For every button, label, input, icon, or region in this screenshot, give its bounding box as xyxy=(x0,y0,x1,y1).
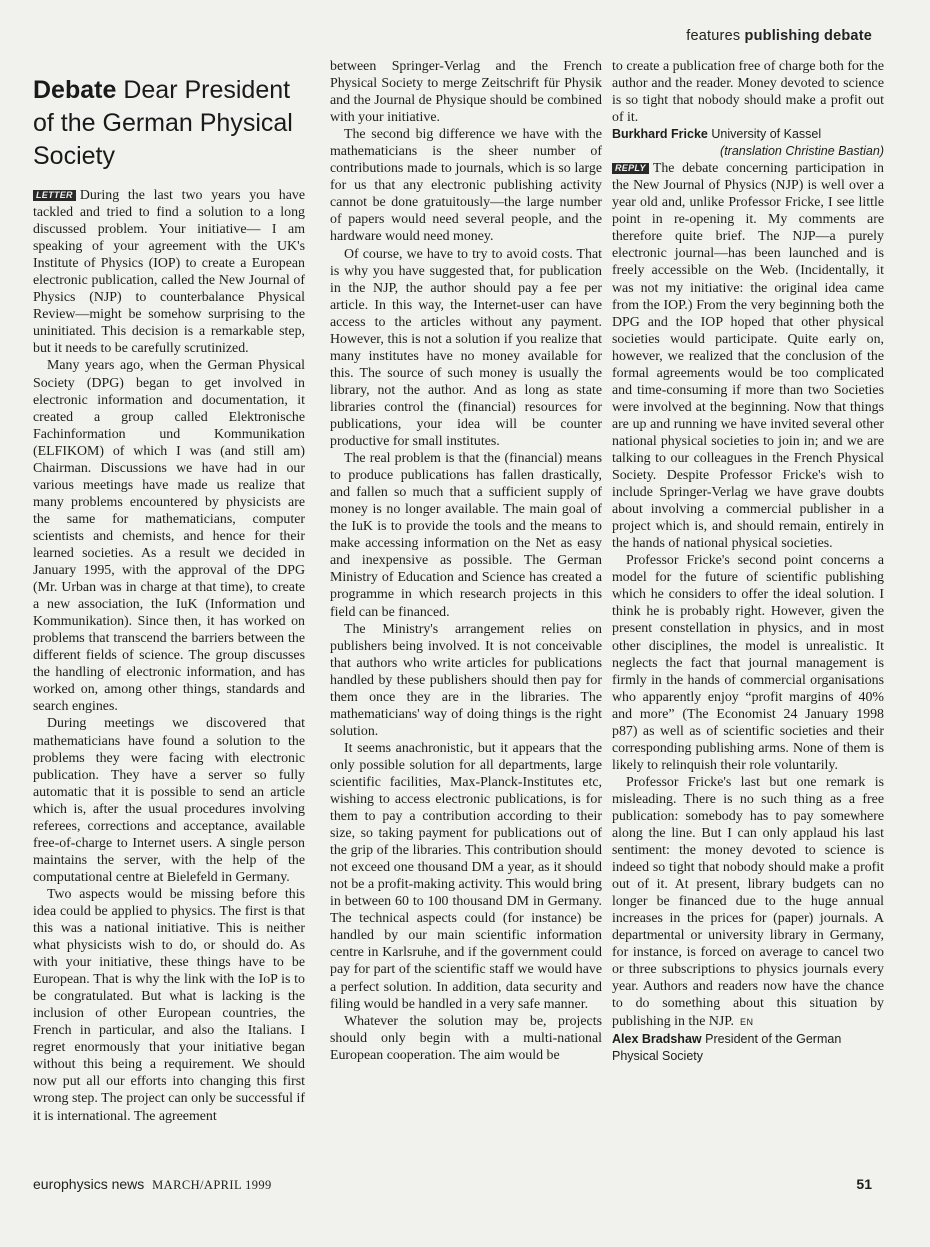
column-3 xyxy=(612,58,884,1065)
issue-date: MARCH/APRIL 1999 xyxy=(152,1178,272,1192)
letter-paragraph-6: The second big difference we have with the mathematicians is the sheer number of contributions made to journals, which is so large for us that any electronic publishing activity cannot be done gratuitously—the large number of papers would need several people, and the hardware would need money. xyxy=(330,127,602,245)
page-number: 51 xyxy=(856,1176,872,1192)
letter-paragraph-1: LETTER During the last two years you have tackled and tried to find a solution to a long discussed problem. Your initiative— I am speaking of your agreement with the UK's Institute of Physics (IOP) to create a European electronic publication, called the New Journal of Physics (NJP) to counterbalance Physical Review—might be somehow surprising to the uninitiated. This decision is a remarkable step, but it needs to be carefully scrutinized. xyxy=(33,188,305,357)
letter-paragraph-8: The real problem is that the (financial) means to produce publications has fallen drastically, and fallen so much that a sufficient supply of money is no longer available. The main goal of the IuK is to provide the tools and the means to make accessing information on the Net as easy and inexpensive as possible. The German Ministry of Education and Science has created a programme in which research projects in this field can be financed. xyxy=(330,451,602,620)
column-2 xyxy=(330,58,602,1064)
letter-paragraph-5: between Springer-Verlag and the French Physical Society to merge Zeitschrift für Physik and the Journal de Physique should be combined with your initiative. xyxy=(330,59,602,126)
running-header xyxy=(686,28,872,44)
letter-paragraph-4: Two aspects would be missing before this idea could be applied to physics. The first is that this was a national initiative. This is neither what physicists wish to do, or should do. As with your initiative, these things have to be European. That is why the link with the IoP is to be congratulated. But what is lacking is the inclusion of other European countries, the French in particular, and also the Italians. I regret enormously that your initiative began without this being a requirement. We should now put all our efforts into changing this first wrong step. The project can only be successful if it is international. The agreement xyxy=(33,886,305,1124)
footer-magazine xyxy=(33,1176,272,1193)
reply-signature: Alex Bradshaw President of the German Physical Society xyxy=(612,1031,842,1063)
letter-paragraph-10: It seems anachronistic, but it appears that the only possible solution for all departments, large scientific facilities, Max-Planck-Institutes etc, wishing to access electronic publications, is for them to pay a contribution according to their size, so taking payment for publications out of the grip of the libraries. This contribution should not exceed one thousand DM a year, as it should not be a profit-making activity. This would bring in between 60 to 100 thousand DM in Germany. The technical aspects could (for instance) be handled by our main scientific information centre in Karlsruhe, and if the government could pay for part of the scientific staff we would have a perfect solution. In addition, data security and filing would be handled in a very safe manner. xyxy=(330,740,602,1012)
column-1 xyxy=(33,60,305,1125)
reply-paragraph-1: REPLY The debate concerning participation in the New Journal of Physics (NJP) is well over a year old and, unlike Professor Fricke, I see little point in re-opening it. My comments are therefore quite brief. The NJP—a purely electronic journal—has been launched and is freely accessible on the Web. (Incidentally, it was not my initiative: the original idea came from the IOP.) From the very beginning both the DPG and the IOP hoped that other physical societies would participate. Quite early on, however, we realized that the conclusion of the formal agreements would be too complicated and time-consuming if more than two Societies were involved at the beginning. Now that things are up and running we have invited several other national physical societies to join in; and we are talking to our colleagues in the French Physical Society. Despite Professor Fricke's wish to include Springer-Verlag we have grave doubts about involving a commercial publisher in a project which is, and should remain, entirely in the hands of national physical societies. xyxy=(612,161,884,552)
letter-paragraph-7: Of course, we have to try to avoid costs. That is why you have suggested that, for publication in the NJP, the author should pay a fee per article. In this way, the Internet-user can have access to the articles without any payment. However, this is not a solution if you realize that many institutes have no money available for this. The source of such money is usually the library, not the author. And as long as state libraries control the (financial) resources for publications, your idea will be counter productive for small institutes. xyxy=(330,246,602,450)
letter-paragraph-3: During meetings we discovered that mathematicians have found a solution to the problems they were facing with electronic publication. They have a server so fully automatic that it is possible to send an article which is, after the usual procedures involving referees, corrections and acceptance, available free-of-charge to Internet users. A single person maintains the server, with the help of the computational centre at Bielefeld in Germany. xyxy=(33,716,305,885)
magazine-name: europhysics news xyxy=(33,1176,145,1192)
end-mark: EN xyxy=(739,1016,754,1027)
reply-tag: REPLY xyxy=(612,163,649,174)
article-title: Debate Dear President of the German Physical Society xyxy=(33,76,293,170)
translation-credit: (translation Christine Bastian) xyxy=(720,144,884,159)
letter-paragraph-9: The Ministry's arrangement relies on publishers being involved. It is not conceivable that authors who write articles for publications handled by these publishers should then pay for them once they are in the libraries. The mathematicians' way of doing things is the right solution. xyxy=(330,621,602,739)
header-topic: publishing debate xyxy=(744,28,872,44)
header-section: features xyxy=(686,28,741,44)
letter-paragraph-11: Whatever the solution may be, projects should only begin with a multi-national European cooperation. The aim would be xyxy=(330,1013,602,1063)
letter-tag: LETTER xyxy=(33,190,76,201)
reply-paragraph-3: Professor Fricke's last but one remark is misleading. There is no such thing as a free publication: somebody has to pay somewhere along the line. But I can only applaud his last sentiment: the money devoted to science is indeed so tight that nobody should make a profit out of it. At present, library budgets can no longer be financed due to the huge annual increases in the prices for (paper) journals. A departmental or university library in Germany, for instance, is forced on average to cancel two or three subscriptions to physics journals every year. Authors and readers now have the chance to do something about this situation by publishing in the NJP. EN xyxy=(612,774,884,1029)
letter-paragraph-12: to create a publication free of charge both for the author and the reader. Money devoted to science is so tight that nobody should make a profit out of it. xyxy=(612,59,884,126)
reply-paragraph-2: Professor Fricke's second point concerns a model for the future of scientific publishing which he considers to offer the ideal solution. I think he is probably right. However, given the present constellation in physics, and in most other disciplines, the model is unrealistic. It neglects the fact that journal management is firmly in the hands of commercial organisations who apparently enjoy “profit margins of 40% and more” (The Economist 24 January 1998 p87) as well as of scientific societies and their corresponding publishing arms. None of them is likely to relinquish their role voluntarily. xyxy=(612,553,884,773)
letter-signature: Burkhard Fricke University of Kassel xyxy=(612,127,822,142)
letter-paragraph-2: Many years ago, when the German Physical Society (DPG) began to get involved in electronic information and documentation, it created a group called Elektronische Fachinformation und Kommunikation (ELFIKOM) of which I was (and still am) Chairman. Discussions we have had in our various meetings have made us realize that many problems encountered by physicists are the same for mathematicians, computer scientists and chemists, and hence for their learned societies. As a result we decided in January 1995, with the approval of the DPG (Mr. Urban was in charge at that time), to create a new association, the IuK (Information und Kommunikation). Since then, it has worked on problems that transcend the barriers between the different fields of science. The group discusses the handling of electronic information, and has worked on, among other things, standards and search engines. xyxy=(33,358,305,715)
